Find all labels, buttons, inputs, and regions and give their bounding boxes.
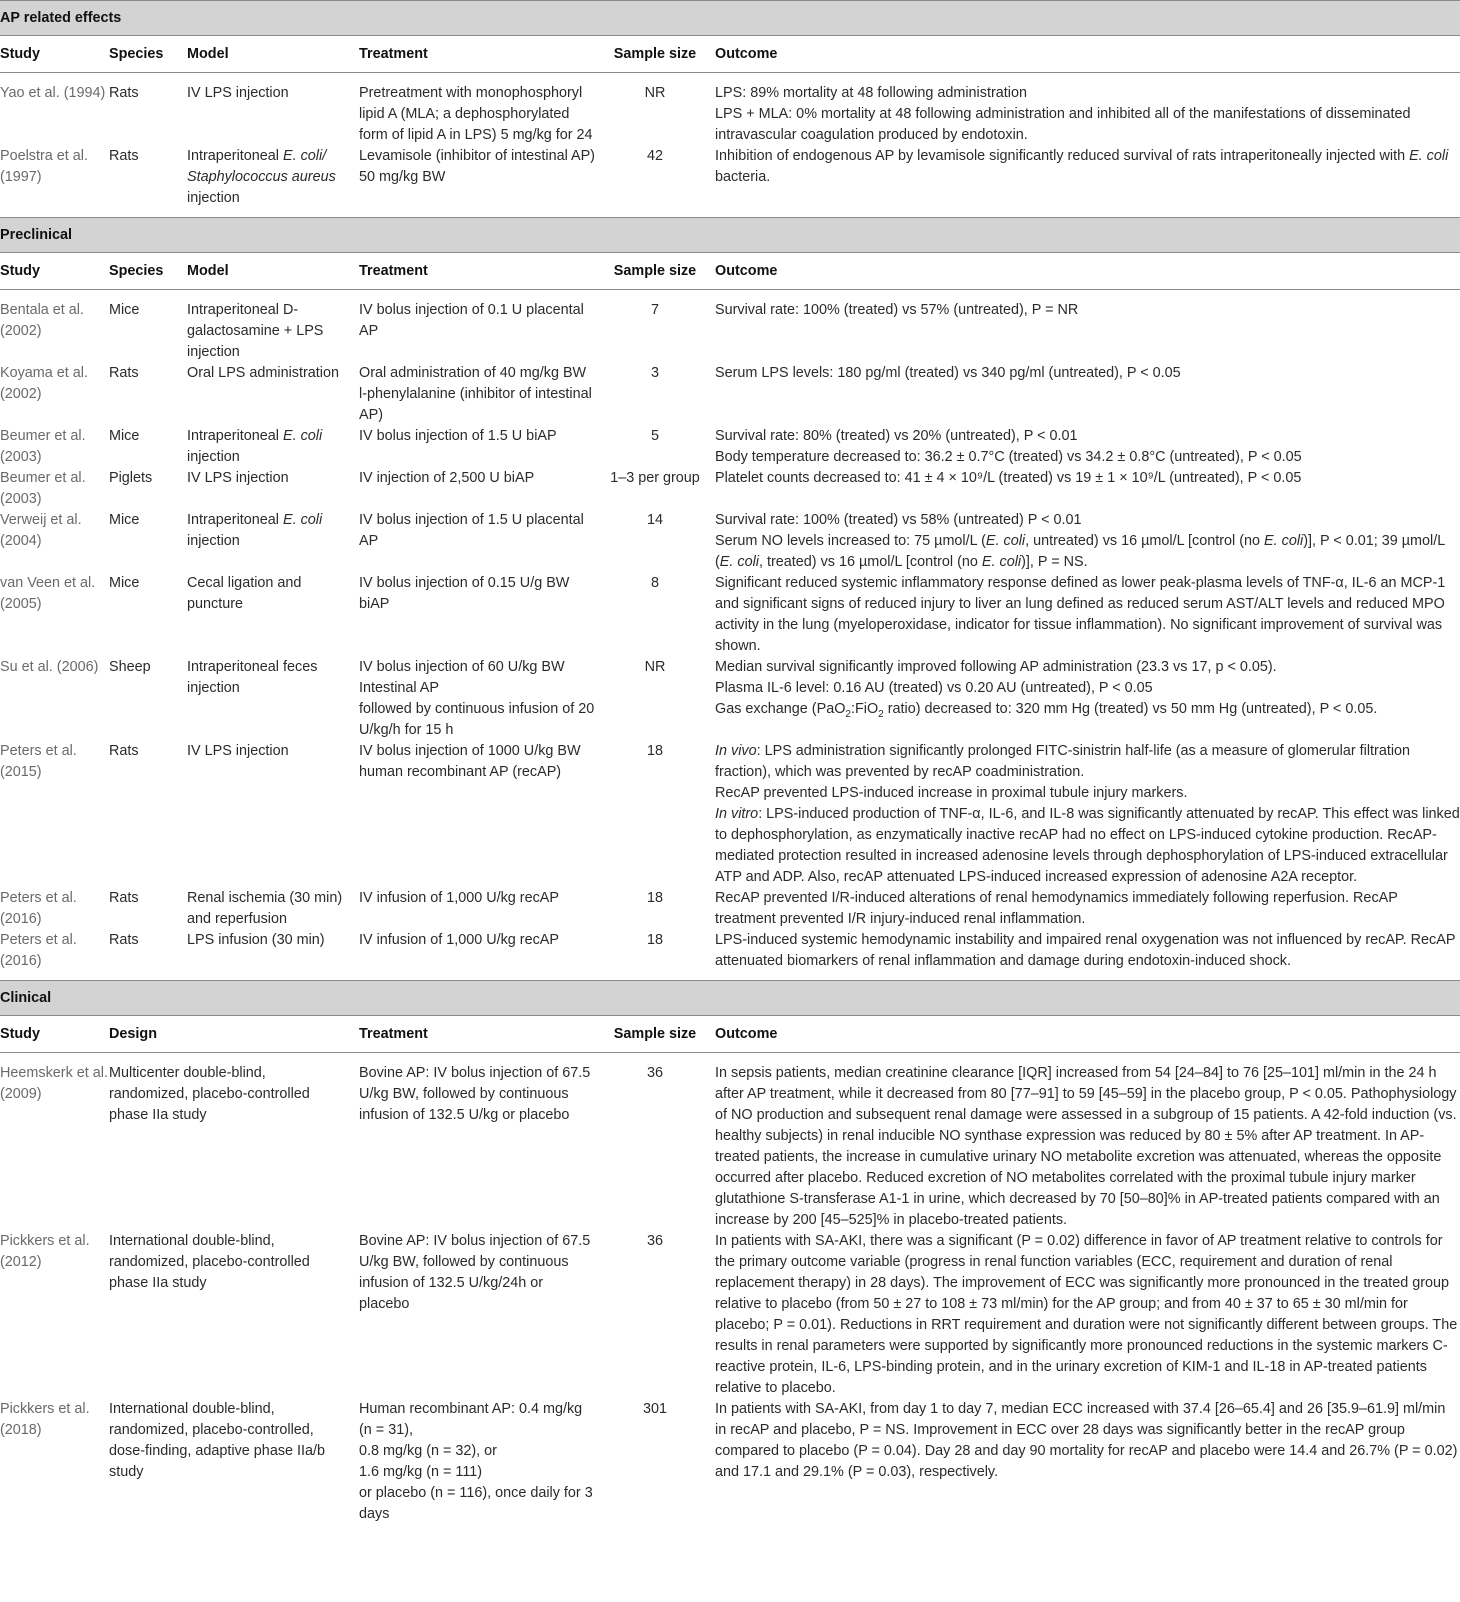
table-row <box>0 930 1460 981</box>
model-cell: IV LPS injection <box>187 743 289 759</box>
outcome-line: Survival rate: 80% (treated) vs 20% (untreated), P < 0.01 <box>715 428 1078 444</box>
study-cell: Peters et al. (2016) <box>0 890 77 927</box>
outcome-text: Inhibition of endogenous AP by levamisole significantly reduced survival of rats intraperitoneally injected with <box>715 148 1410 164</box>
outcome-cell <box>715 741 1460 888</box>
species-cell: Mice <box>109 575 140 591</box>
species-cell: Rats <box>109 743 139 759</box>
outcome-line: LPS + MLA: 0% mortality at 48 following administration and inhibited all of the manifestations of disseminated intravascular coagulation produced by endotoxin. <box>715 106 1411 143</box>
outcome-line: LPS: 89% mortality at 48 following administration <box>715 85 1027 101</box>
treatment-line: 0.8 mg/kg (n = 32), or <box>359 1443 497 1459</box>
outcome-text: )], P < 0.01; 39 µmol/L ( <box>715 533 1445 570</box>
outcome-text: :FiO <box>850 701 879 717</box>
outcome-text: Gas exchange (PaO <box>715 701 846 717</box>
model-cell: Cecal ligation and puncture <box>187 575 302 612</box>
species-cell: Rats <box>109 148 139 164</box>
treatment-cell: Oral administration of 40 mg/kg BW l-phenylalanine (inhibitor of intestinal AP) <box>359 365 592 423</box>
section-title: Preclinical <box>0 218 1460 253</box>
study-cell: Koyama et al. (2002) <box>0 365 88 402</box>
outcome-line: Median survival significantly improved following AP administration (23.3 vs 17, p < 0.05). <box>715 659 1277 675</box>
outcome-text: Serum NO levels increased to: 75 µmol/L ( <box>715 533 986 549</box>
column-header-row <box>0 1016 1460 1053</box>
model-organism: E. coli <box>283 512 323 528</box>
study-cell: Beumer et al. (2003) <box>0 470 86 507</box>
sample-size-cell: NR <box>644 659 666 675</box>
table-row <box>0 1053 1460 1232</box>
header-study: Study <box>0 36 109 73</box>
sample-size-cell: 42 <box>646 148 663 164</box>
model-cell: IV LPS injection <box>187 85 289 101</box>
outcome-cell <box>715 510 1460 573</box>
model-text: injection <box>187 449 240 465</box>
header-sample-size: Sample size <box>595 1016 715 1053</box>
outcome-cell: In patients with SA-AKI, from day 1 to day 7, median ECC increased with 37.4 [26–65.4] and 26 [35.9–61.9] ml/min in recAP and placebo, P = NS. Improvement in ECC over 28 days was significantly better in the recAP group compared to placebo (P = 0.04). Day 28 and day 90 mortality for recAP and placebo were 14.4 and 26.7% (P = 0.02) and 17.1 and 29.1% (P = 0.03), respectively. <box>715 1401 1458 1480</box>
study-cell: Peters et al. (2016) <box>0 932 77 969</box>
sample-size-cell: 36 <box>646 1065 663 1081</box>
sample-size-cell: 18 <box>646 890 663 906</box>
header-model: Model <box>187 36 359 73</box>
species-cell: Piglets <box>109 470 153 486</box>
outcome-line: Plasma IL-6 level: 0.16 AU (treated) vs 0.20 AU (untreated), P < 0.05 <box>715 680 1153 696</box>
treatment-cell: IV infusion of 1,000 U/kg recAP <box>359 932 559 948</box>
treatment-cell: Bovine AP: IV bolus injection of 67.5 U/kg BW, followed by continuous infusion of 132.5 U/kg or placebo <box>359 1065 591 1123</box>
study-cell: Su et al. (2006) <box>0 659 99 675</box>
section-title: AP related effects <box>0 1 1460 36</box>
sample-size-cell: 18 <box>646 932 663 948</box>
outcome-cell <box>715 426 1460 468</box>
model-text: Intraperitoneal <box>187 428 283 444</box>
table-row <box>0 290 1460 364</box>
sample-size-cell: 8 <box>650 575 659 591</box>
table-row <box>0 363 1460 426</box>
outcome-text: bacteria. <box>715 169 771 185</box>
species-cell: Sheep <box>109 659 151 675</box>
header-species: Species <box>109 253 187 290</box>
species-cell: Mice <box>109 428 140 444</box>
model-cell: Intraperitoneal D-galactosamine + LPS injection <box>187 302 324 360</box>
header-treatment: Treatment <box>359 1016 595 1053</box>
header-outcome: Outcome <box>715 36 1460 73</box>
treatment-cell: Bovine AP: IV bolus injection of 67.5 U/kg BW, followed by continuous infusion of 132.5 U/kg/24h or placebo <box>359 1233 591 1312</box>
table-row <box>0 657 1460 741</box>
treatment-cell: IV bolus injection of 0.15 U/g BW biAP <box>359 575 570 612</box>
treatment-line: IV bolus injection of 60 U/kg BW Intestinal AP <box>359 659 565 696</box>
model-cell: IV LPS injection <box>187 470 289 486</box>
species-cell: Mice <box>109 302 140 318</box>
header-outcome: Outcome <box>715 1016 1460 1053</box>
header-design: Design <box>109 1016 359 1053</box>
outcome-cell: LPS-induced systemic hemodynamic instability and impaired renal oxygenation was not influenced by recAP. RecAP attenuated biomarkers of renal inflammation and damage during endotoxin-induced shock. <box>715 932 1456 969</box>
design-cell: Multicenter double-blind, randomized, placebo-controlled phase IIa study <box>109 1065 310 1123</box>
outcome-organism: E. coli <box>985 533 1026 549</box>
outcome-line: RecAP prevented LPS-induced increase in proximal tubule injury markers. <box>715 785 1188 801</box>
header-outcome: Outcome <box>715 253 1460 290</box>
model-cell <box>187 146 359 218</box>
outcome-cell: In sepsis patients, median creatinine clearance [IQR] increased from 54 [24–84] to 76 [25–101] ml/min in the 24 h after AP treatment, while it decreased from 80 [77–91] to 59 [45–59] in the placebo group, P < 0.05. Pathophysiology of NO production and subsequent renal damage were assessed in a subgroup of 15 patients. A 42-fold induction (vs. healthy subjects) in renal inducible NO synthase expression was reduced by 80 ± 5% after AP treatment. In AP-treated patients, the increase in cumulative urinary NO metabolite excretion was attenuated, whereas the opposite occurred after placebo. Reduced excretion of NO metabolites correlated with the proximal tubule injury marker glutathione S-transferase A1-1 in urine, which decreased by 70 [50–80]% in AP-treated patients compared with an increase by 200 [45–525]% in placebo-treated patients. <box>715 1065 1457 1228</box>
sample-size-cell: 1–3 per group <box>610 470 700 486</box>
table-row <box>0 73 1460 147</box>
outcome-text: , untreated) vs 16 µmol/L [control (no <box>1025 533 1265 549</box>
outcome-organism: E. coli <box>981 554 1022 570</box>
study-cell: Beumer et al. (2003) <box>0 428 86 465</box>
section-preclinical <box>0 218 1460 253</box>
section-ap-related <box>0 1 1460 36</box>
treatment-line: 1.6 mg/kg (n = 111) <box>359 1464 483 1480</box>
outcome-organism: E. coli <box>719 554 759 570</box>
model-cell: Intraperitoneal feces injection <box>187 659 318 696</box>
outcome-cell: Significant reduced systemic inflammatory response defined as lower peak-plasma levels of TNF-α, IL-6 an MCP-1 and significant signs of reduced injury to liver an lung defined as reduced serum AST/ALT levels and reduced MPO activity in the lung (myeloperoxidase, indicator for tissue inflammation). No significant improvement of survival was shown. <box>715 575 1446 654</box>
outcome-line <box>715 741 1460 783</box>
sample-size-cell: 36 <box>646 1233 663 1249</box>
outcome-organism: E. coli <box>1409 148 1449 164</box>
treatment-cell <box>359 1399 595 1525</box>
header-sample-size: Sample size <box>595 36 715 73</box>
outcome-text: , treated) vs 16 µmol/L [control (no <box>759 554 982 570</box>
outcome-line <box>715 699 1460 720</box>
column-header-row <box>0 253 1460 290</box>
model-cell: Oral LPS administration <box>187 365 339 381</box>
design-cell: International double-blind, randomized, placebo-controlled phase IIa study <box>109 1233 310 1291</box>
model-cell: LPS infusion (30 min) <box>187 932 325 948</box>
outcome-cell <box>715 73 1460 147</box>
model-organism: E. coli/ Staphylococcus aureus <box>187 148 336 185</box>
study-cell: van Veen et al. (2005) <box>0 575 96 612</box>
model-cell <box>187 510 359 573</box>
treatment-cell <box>359 657 595 741</box>
outcome-line: Survival rate: 100% (treated) vs 58% (untreated) P < 0.01 <box>715 512 1082 528</box>
treatment-cell: IV injection of 2,500 U biAP <box>359 470 535 486</box>
table-row <box>0 1231 1460 1399</box>
subscript: 2 <box>845 708 851 720</box>
table-row <box>0 741 1460 888</box>
sample-size-cell: 301 <box>642 1401 667 1417</box>
treatment-line: or placebo (n = 116), once daily for 3 days <box>359 1485 593 1522</box>
species-cell: Rats <box>109 85 139 101</box>
species-cell: Mice <box>109 512 140 528</box>
model-cell: Renal ischemia (30 min) and reperfusion <box>187 890 343 927</box>
outcome-text: : LPS administration significantly prolonged FITC-sinistrin half-life (as a measure of glomerular filtration fraction), which was prevented by recAP coadministration. <box>715 743 1411 780</box>
outcome-cell <box>715 146 1460 218</box>
sample-size-cell: 5 <box>650 428 659 444</box>
outcome-cell: Serum LPS levels: 180 pg/ml (treated) vs 340 pg/ml (untreated), P < 0.05 <box>715 365 1181 381</box>
study-cell: Heemskerk et al. (2009) <box>0 1065 108 1102</box>
species-cell: Rats <box>109 365 139 381</box>
header-study: Study <box>0 253 109 290</box>
treatment-cell: IV infusion of 1,000 U/kg recAP <box>359 890 559 906</box>
table-row <box>0 573 1460 657</box>
treatment-line: followed by continuous infusion of 20 U/kg/h for 15 h <box>359 701 595 738</box>
section-title: Clinical <box>0 981 1460 1016</box>
study-cell: Pickkers et al. (2018) <box>0 1401 90 1438</box>
model-text: Intraperitoneal <box>187 512 283 528</box>
table-row <box>0 1399 1460 1525</box>
model-text: Intraperitoneal <box>187 148 283 164</box>
study-cell: Pickkers et al. (2012) <box>0 1233 90 1270</box>
outcome-organism: E. coli <box>1264 533 1304 549</box>
table-row <box>0 426 1460 468</box>
species-cell: Rats <box>109 932 139 948</box>
table-row <box>0 888 1460 930</box>
treatment-cell: IV bolus injection of 0.1 U placental AP <box>359 302 584 339</box>
header-sample-size: Sample size <box>595 253 715 290</box>
table-row <box>0 146 1460 218</box>
model-text: injection <box>187 533 240 549</box>
outcome-cell: RecAP prevented I/R-induced alterations of renal hemodynamics immediately following reperfusion. RecAP treatment prevented I/R injury-induced renal inflammation. <box>715 890 1398 927</box>
outcome-cell <box>715 657 1460 741</box>
species-cell: Rats <box>109 890 139 906</box>
study-cell: Yao et al. (1994) <box>0 85 106 101</box>
table-row <box>0 510 1460 573</box>
treatment-cell: Pretreatment with monophosphoryl lipid A (MLA; a dephosphorylated form of lipid A in LPS) 5 mg/kg for 24 <box>359 85 593 143</box>
sample-size-cell: 7 <box>650 302 659 318</box>
column-header-row <box>0 36 1460 73</box>
outcome-cell: In patients with SA-AKI, there was a significant (P = 0.02) difference in favor of AP treatment relative to controls for the primary outcome variable (progress in renal function variables (ECC, requirement and duration of renal replacement therapy) in 28 days). The improvement of ECC was significantly more pronounced in the treated group relative to placebo (from 50 ± 27 to 108 ± 73 ml/min) for the AP group; and from 40 ± 37 to 65 ± 30 ml/min for placebo; P = 0.01). Reductions in RRT requirement and duration were not significantly different between groups. The results in renal parameters were supported by significantly more pronounced reductions in the systemic markers C-reactive protein, IL-6, LPS-binding protein, and in the urinary excretion of KIM-1 and IL-18 in AP-treated patients relative to placebo. <box>715 1233 1458 1396</box>
sample-size-cell: 18 <box>646 743 663 759</box>
model-organism: E. coli <box>283 428 323 444</box>
model-text: injection <box>187 190 240 206</box>
header-treatment: Treatment <box>359 36 595 73</box>
outcome-line <box>715 531 1460 573</box>
outcome-label: In vitro <box>715 806 759 822</box>
treatment-cell: Levamisole (inhibitor of intestinal AP) 50 mg/kg BW <box>359 148 595 185</box>
design-cell: International double-blind, randomized, placebo-controlled, dose-finding, adaptive phase IIa/b study <box>109 1401 326 1480</box>
study-cell: Poelstra et al. (1997) <box>0 148 88 185</box>
subscript: 2 <box>878 708 884 720</box>
outcome-text: ratio) decreased to: 320 mm Hg (treated) vs 50 mm Hg (untreated), P < 0.05. <box>883 701 1378 717</box>
header-species: Species <box>109 36 187 73</box>
study-cell: Verweij et al. (2004) <box>0 512 82 549</box>
treatment-cell: IV bolus injection of 1.5 U biAP <box>359 428 557 444</box>
treatment-line: Human recombinant AP: 0.4 mg/kg (n = 31), <box>359 1401 583 1438</box>
outcome-text: )], P = NS. <box>1021 554 1088 570</box>
sample-size-cell: NR <box>644 85 666 101</box>
header-model: Model <box>187 253 359 290</box>
outcome-label: In vivo <box>715 743 757 759</box>
outcome-text: : LPS-induced production of TNF-α, IL-6, and IL-8 was significantly attenuated by recAP. This effect was linked to dephosphorylation, as enzymatically inactive recAP had no effect on LPS-induced cytokine production. RecAP-mediated protection resulted in increased adenosine levels through dephosphorylation of LPS-induced extracellular ATP and ADP. Also, recAP attenuated LPS-induced increased expression of adenosine A2A receptor. <box>715 806 1460 885</box>
outcome-line <box>715 804 1460 888</box>
study-cell: Bentala et al. (2002) <box>0 302 85 339</box>
study-cell: Peters et al. (2015) <box>0 743 77 780</box>
treatment-cell: IV bolus injection of 1000 U/kg BW human recombinant AP (recAP) <box>359 743 581 780</box>
model-cell <box>187 426 359 468</box>
outcome-cell: Platelet counts decreased to: 41 ± 4 × 10⁹/L (treated) vs 19 ± 1 × 10⁹/L (untreated), P < 0.05 <box>715 470 1302 486</box>
section-clinical <box>0 981 1460 1016</box>
outcome-cell: Survival rate: 100% (treated) vs 57% (untreated), P = NR <box>715 302 1079 318</box>
treatment-cell: IV bolus injection of 1.5 U placental AP <box>359 512 584 549</box>
header-treatment: Treatment <box>359 253 595 290</box>
outcome-line: Body temperature decreased to: 36.2 ± 0.7°C (treated) vs 34.2 ± 0.8°C (untreated), P < 0.05 <box>715 449 1302 465</box>
header-study: Study <box>0 1016 109 1053</box>
sample-size-cell: 14 <box>646 512 663 528</box>
sample-size-cell: 3 <box>650 365 659 381</box>
table-row <box>0 468 1460 510</box>
